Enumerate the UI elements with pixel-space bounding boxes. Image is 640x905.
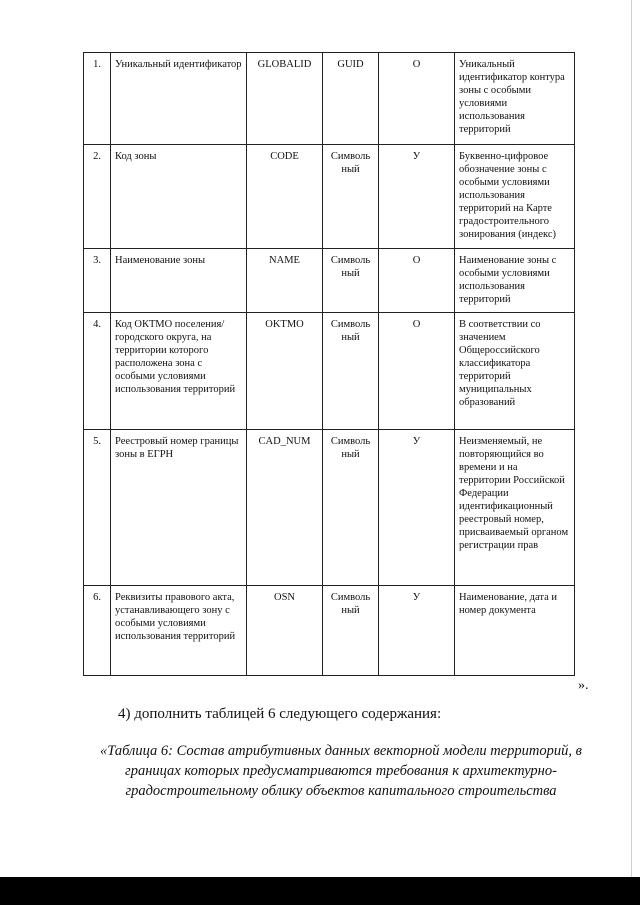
table-row [84, 249, 575, 313]
attribute-description: В соответствии со значением Общероссийского классификатора территорий муниципальных образований [455, 313, 575, 430]
row-number: 3. [84, 249, 111, 313]
attribute-name: Реквизиты правового акта, устанавливающего зону с особыми условиями использования территорий [111, 586, 247, 676]
required-flag: О [379, 249, 455, 313]
table-row [84, 313, 575, 430]
row-number: 2. [84, 145, 111, 249]
field-name: OKTMO [247, 313, 323, 430]
attribute-name: Реестровый номер границы зоны в ЕГРН [111, 430, 247, 586]
list-item-paragraph: 4) дополнить таблицей 6 следующего содержания: [118, 706, 442, 722]
row-number: 5. [84, 430, 111, 586]
required-flag: О [379, 313, 455, 430]
required-flag: У [379, 430, 455, 586]
field-type: Символь ный [323, 430, 379, 586]
field-name: OSN [247, 586, 323, 676]
attribute-name: Наименование зоны [111, 249, 247, 313]
closing-quote: ». [578, 678, 589, 693]
field-name: NAME [247, 249, 323, 313]
attribute-description: Наименование зоны с особыми условиями использования территорий [455, 249, 575, 313]
table-caption: «Таблица 6: Состав атрибутивных данных векторной модели территорий, в границах которых предусматриваются требования к архитектурно-градостроительному облику объектов капитального строительства [100, 743, 582, 799]
table-row [84, 586, 575, 676]
required-flag: О [379, 53, 455, 145]
field-type: Символь ный [323, 249, 379, 313]
field-type: GUID [323, 53, 379, 145]
table-row [84, 430, 575, 586]
required-flag: У [379, 586, 455, 676]
field-name: CODE [247, 145, 323, 249]
attribute-name: Код зоны [111, 145, 247, 249]
attribute-name: Уникальный идентификатор [111, 53, 247, 145]
attribute-table [83, 52, 575, 676]
table-row [84, 53, 575, 145]
attribute-description: Неизменяемый, не повторяющийся во времени и на территории Российской Федерации идентификационный реестровый номер, присваиваемый органом регистрации прав [455, 430, 575, 586]
attribute-description: Наименование, дата и номер документа [455, 586, 575, 676]
attribute-name: Код ОКТМО поселения/городского округа, на территории которого расположена зона с особыми условиями использования территорий [111, 313, 247, 430]
attribute-description: Буквенно-цифровое обозначение зоны с особыми условиями использования территорий на Карте градостроительного зонирования (индекс) [455, 145, 575, 249]
table-row [84, 145, 575, 249]
required-flag: У [379, 145, 455, 249]
attribute-description: Уникальный идентификатор контура зоны с особыми условиями использования территорий [455, 53, 575, 145]
scan-bottom-border [0, 877, 640, 905]
field-type: Символь ный [323, 313, 379, 430]
field-name: GLOBALID [247, 53, 323, 145]
row-number: 1. [84, 53, 111, 145]
row-number: 6. [84, 586, 111, 676]
field-name: CAD_NUM [247, 430, 323, 586]
field-type: Символь ный [323, 145, 379, 249]
scan-edge-line [631, 0, 632, 877]
row-number: 4. [84, 313, 111, 430]
field-type: Символь ный [323, 586, 379, 676]
